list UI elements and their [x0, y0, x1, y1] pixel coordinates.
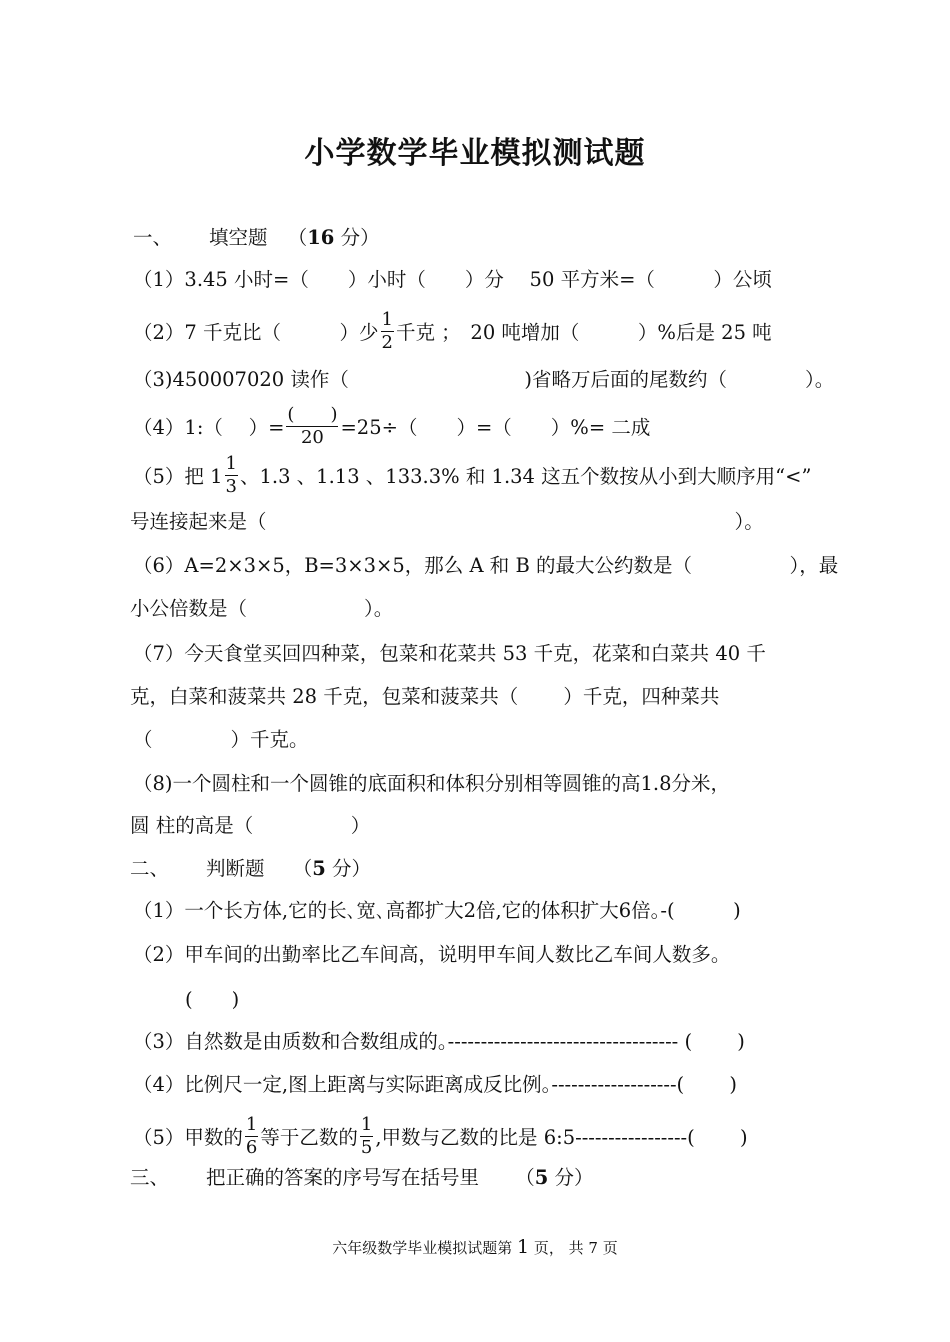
- question-7-line-3: （ ）千克。: [133, 728, 309, 751]
- question-4: （4）1:（ ）= $\frac{( )}{20}$ =25÷（ ）=（ ）%= 二成: [133, 404, 651, 448]
- page-title: 小学数学毕业模拟测试题: [304, 136, 646, 171]
- question-7-line-2: 克，白菜和菠菜共 28 千克，包菜和菠菜共（ ）千克，四种菜共: [130, 685, 720, 708]
- question-6: （6）A=2×3×5，B=3×3×5，那么 A 和 B 的最大公约数是（ ），最: [133, 554, 839, 577]
- question-5: （5）把 1 $\frac{1}{3}$ 、1.3 、1.13 、133.3% 和 1.34 这五个数按从小到大顺序用“<”: [133, 453, 812, 497]
- question-7: （7）今天食堂买回四种菜，包菜和花菜共 53 千克，花菜和白菜共 40 千: [133, 642, 766, 665]
- section-3-heading: 三、 把正确的答案的序号写在括号里 （5 分）: [130, 1164, 594, 1192]
- fraction-blank-over-20: $\frac{( )}{20}$: [287, 404, 338, 448]
- fraction-one-fifth: $\frac{1}{5}$: [360, 1114, 373, 1158]
- question-5-continued: 号连接起来是（ ）。: [130, 510, 764, 533]
- section-score: 16: [307, 226, 335, 249]
- section-number: 三、: [130, 1166, 170, 1189]
- question-2: （2）7 千克比（ ）少 $\frac{1}{2}$ 千克 ； 20 吨增加（ ）%后是 25 吨: [133, 309, 772, 353]
- section-title: 判断题: [206, 857, 265, 880]
- fraction-one-sixth: $\frac{1}{6}$: [245, 1114, 258, 1158]
- section-score: 5: [312, 857, 326, 880]
- judgment-1: （1）一个长方体,它的长､宽､高都扩大2倍,它的体积扩大6倍｡-( ): [133, 899, 741, 922]
- fraction-half: $\frac{1}{2}$: [381, 309, 393, 353]
- section-number: 二、: [130, 857, 170, 880]
- judgment-2: （2）甲车间的出勤率比乙车间高，说明甲车间人数比乙车间人数多。: [133, 943, 731, 966]
- section-1-heading: 一、 填空题 （16 分）: [133, 224, 380, 252]
- question-1: （1）3.45 小时=（ ）小时（ ）分 50 平方米=（ ）公顷: [133, 268, 772, 291]
- question-8: （8)一个圆柱和一个圆锥的底面积和体积分别相等圆锥的高1.8分米，: [133, 772, 731, 795]
- fraction-one-third: $\frac{1}{3}$: [225, 453, 237, 497]
- page-footer: 六年级数学毕业模拟试题第 1 页， 共 7 页: [332, 1236, 618, 1258]
- section-2-heading: 二、 判断题 （5 分）: [130, 855, 371, 883]
- judgment-2-answer: ( ): [185, 988, 240, 1011]
- question-6-continued: 小公倍数是（ ）。: [130, 597, 394, 620]
- question-3: （3)450007020 读作（ )省略万后面的尾数约（ ）。: [133, 368, 835, 391]
- section-title: 填空题: [209, 226, 268, 249]
- section-number: 一、: [133, 226, 173, 249]
- question-8-continued: 圆 柱的高是（ ）: [130, 814, 371, 837]
- page-number: 1: [517, 1236, 530, 1258]
- judgment-5: （5）甲数的 $\frac{1}{6}$ 等于乙数的 $\frac{1}{5}$ ,甲数与乙数的比是 6:5-----------------( ): [133, 1114, 748, 1158]
- section-title: 把正确的答案的序号写在括号里: [206, 1166, 480, 1189]
- section-score: 5: [534, 1166, 549, 1189]
- judgment-3: （3）自然数是由质数和合数组成的｡----------------------------------- ( ): [133, 1030, 745, 1053]
- judgment-4: （4）比例尺一定,图上距离与实际距离成反比例｡-------------------( ): [133, 1073, 737, 1096]
